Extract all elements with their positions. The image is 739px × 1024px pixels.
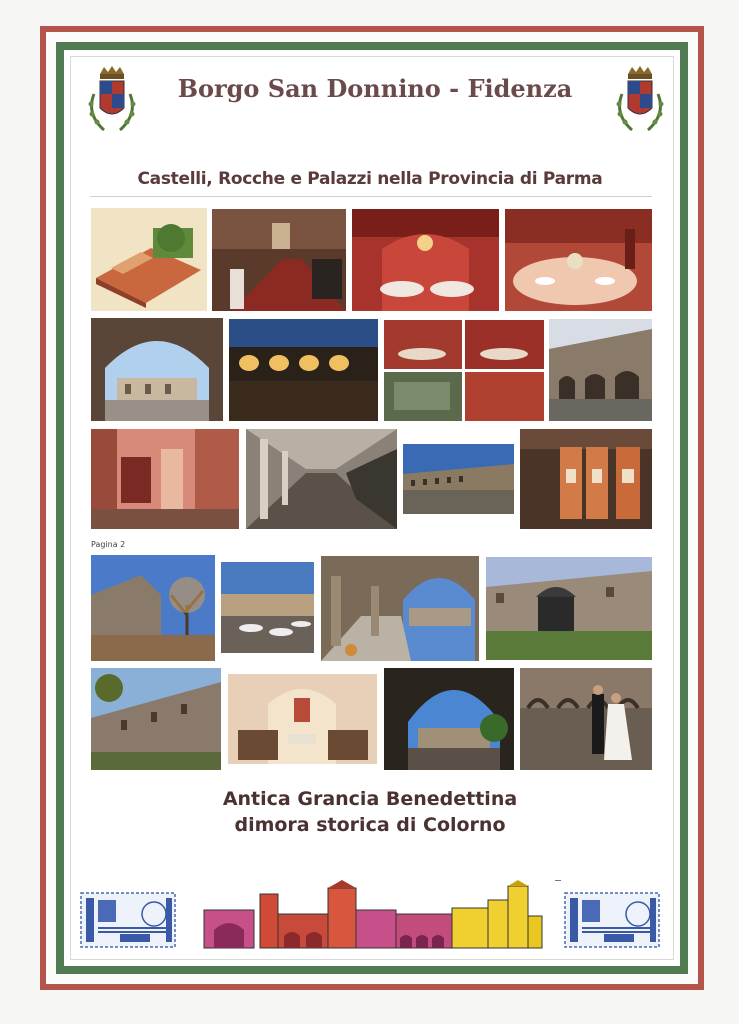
- exhibition-panels-photo: [520, 429, 652, 529]
- courtyard-wide-photo: [403, 444, 514, 514]
- aerial-illustration-photo: [91, 208, 207, 311]
- courtyard-tables-photo: [221, 562, 314, 653]
- page-label: Pagina 2: [91, 540, 126, 549]
- town-skyline-illustration: [200, 880, 545, 950]
- philatelic-stamp-icon: [564, 892, 660, 948]
- arch-courtyard-photo: [91, 318, 223, 421]
- philatelic-stamp-icon: [80, 892, 176, 948]
- page-subtitle: Castelli, Rocche e Palazzi nella Provincia di Parma: [137, 169, 603, 189]
- pink-room-photo: [91, 429, 239, 529]
- divider: [555, 880, 561, 881]
- page-title: Borgo San Donnino - Fidenza: [177, 74, 573, 103]
- farmhouse-autumn-photo: [91, 555, 215, 661]
- coat-of-arms-icon: [82, 64, 142, 140]
- entrance-canopy-photo: [486, 557, 652, 660]
- footer-title: [150, 786, 590, 838]
- illuminated-portico-night-photo: [229, 319, 378, 421]
- portico-exterior-photo: [549, 319, 652, 421]
- arch-view-photo: [384, 668, 514, 770]
- table-setting-photo: [505, 209, 652, 311]
- footer-title-line2: dimora storica di Colorno: [234, 814, 506, 836]
- coat-of-arms-icon: [610, 64, 670, 140]
- red-dining-room-photo: [352, 209, 499, 311]
- portico-arches-photo: [321, 556, 479, 661]
- colonnade-corridor-photo: [246, 429, 397, 529]
- interior-collage-photo: [384, 320, 544, 421]
- divider: [90, 196, 652, 197]
- wedding-couple-photo: [520, 668, 652, 770]
- chapel-interior-photo: [228, 674, 377, 764]
- footer-title-line1: Antica Grancia Benedettina: [222, 788, 518, 810]
- banquet-hall-photo: [212, 209, 346, 311]
- old-building-photo: [91, 668, 221, 770]
